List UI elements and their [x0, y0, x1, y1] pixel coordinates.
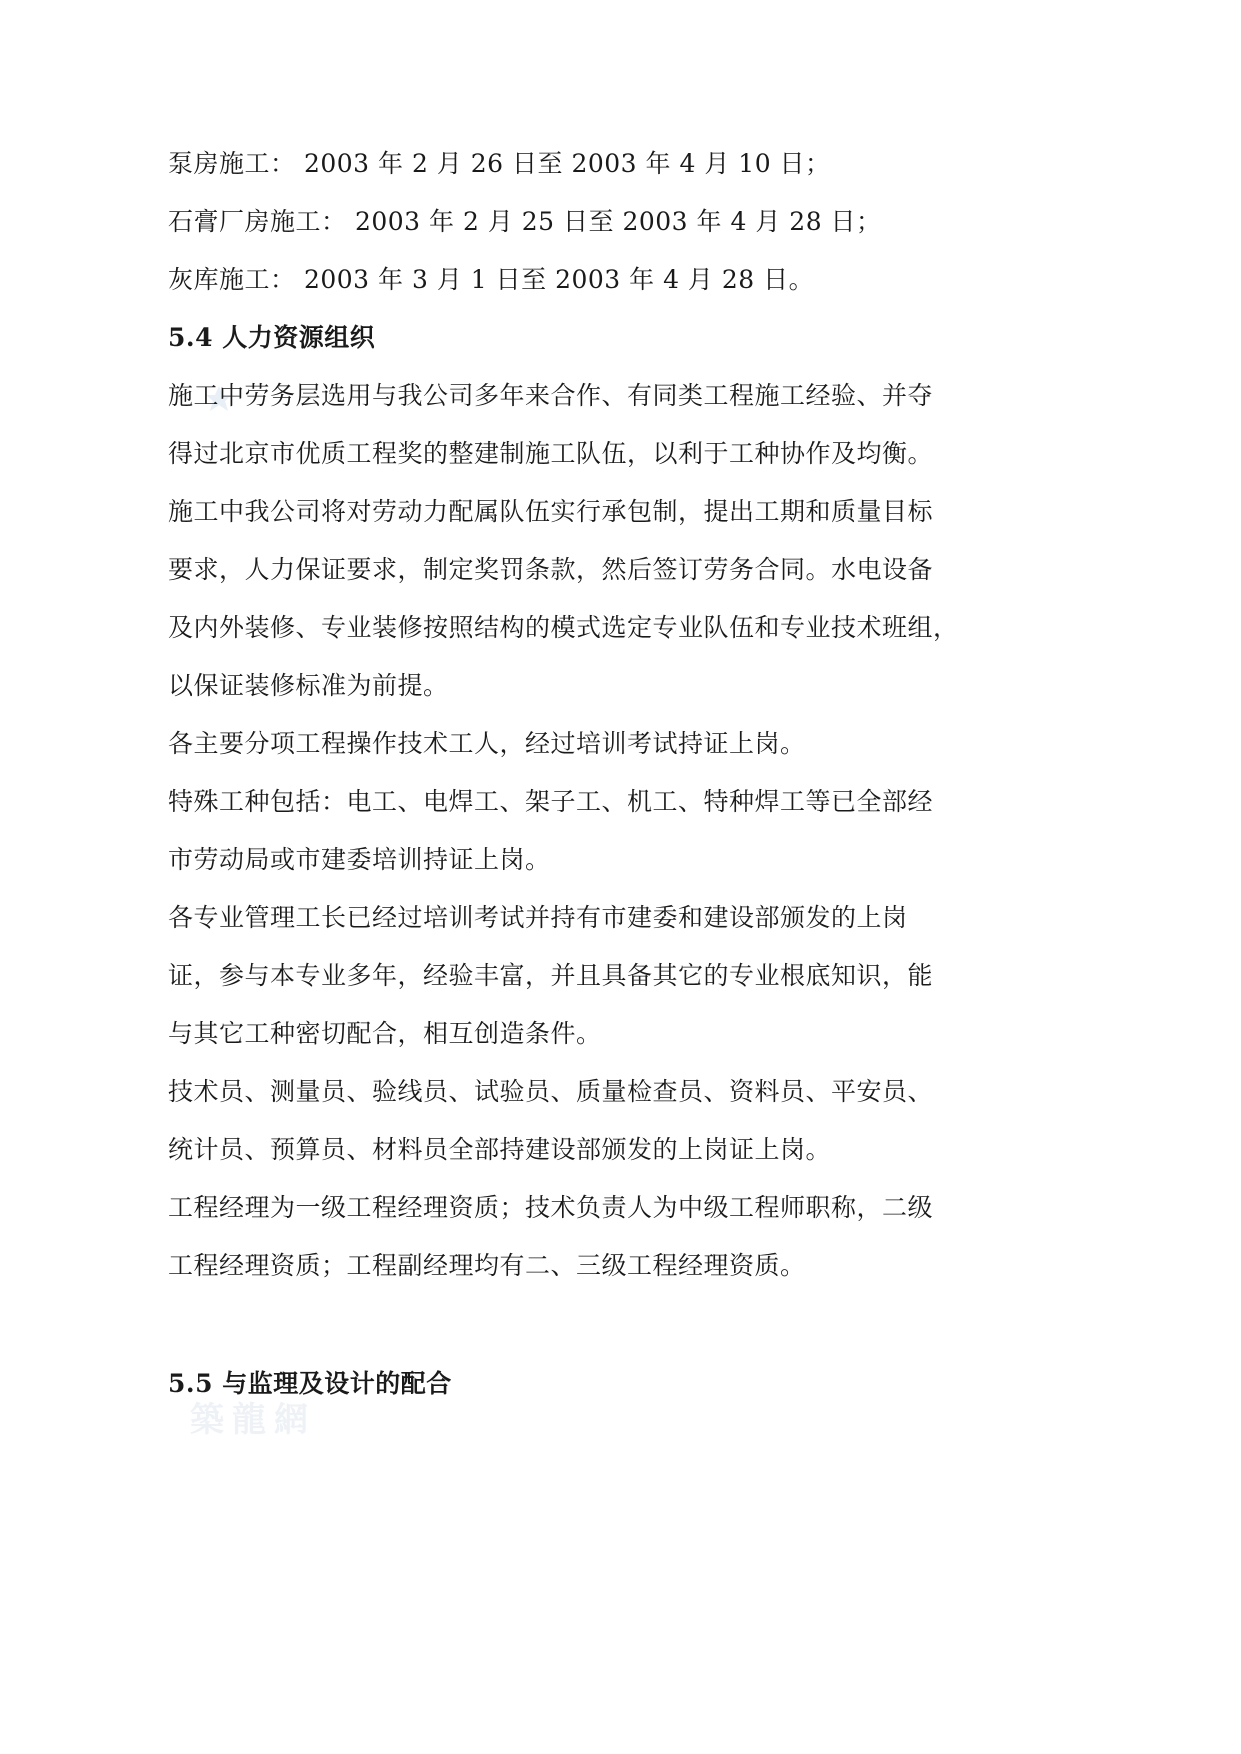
paragraph-line: 工程经理资质；工程副经理均有二、三级工程经理资质。 [168, 1251, 806, 1280]
schedule-line-ash-storage: 灰库施工： 2003 年 3 月 1 日至 2003 年 4 月 28 日。 [168, 265, 815, 294]
paragraph-line: 各专业管理工长已经过培训考试并持有市建委和建设部颁发的上岗 [168, 903, 908, 932]
paragraph-line: 技术员、测量员、验线员、试验员、质量检查员、资料员、平安员、 [168, 1077, 934, 1106]
paragraph-line: 市劳动局或市建委培训持证上岗。 [168, 845, 551, 874]
section-heading-5-5: 5.5 与监理及设计的配合 [168, 1369, 452, 1398]
paragraph-line: 及内外装修、专业装修按照结构的模式选定专业队伍和专业技术班组， [168, 613, 959, 642]
paragraph-line: 施工中劳务层选用与我公司多年来合作、有同类工程施工经验、并夺 [168, 381, 934, 410]
paragraph-line: 得过北京市优质工程奖的整建制施工队伍，以利于工种协作及均衡。 [168, 439, 934, 468]
paragraph-line: 证，参与本专业多年，经验丰富，并且具备其它的专业根底知识，能 [168, 961, 934, 990]
watermark-text: 築龍網 [190, 1400, 316, 1440]
paragraph-line: 各主要分项工程操作技术工人，经过培训考试持证上岗。 [168, 729, 806, 758]
paragraph-line: 工程经理为一级工程经理资质；技术负责人为中级工程师职称，二级 [168, 1193, 934, 1222]
schedule-line-gypsum-plant: 石膏厂房施工： 2003 年 2 月 25 日至 2003 年 4 月 28 日； [168, 207, 882, 236]
paragraph-line: 施工中我公司将对劳动力配属队伍实行承包制，提出工期和质量目标 [168, 497, 934, 526]
section-heading-5-4: 5.4 人力资源组织 [168, 323, 376, 352]
paragraph-line: 特殊工种包括：电工、电焊工、架子工、机工、特种焊工等已全部经 [168, 787, 934, 816]
paragraph-line: 与其它工种密切配合，相互创造条件。 [168, 1019, 602, 1048]
paragraph-line: 要求，人力保证要求，制定奖罚条款，然后签订劳务合同。水电设备 [168, 555, 934, 584]
paragraph-line: 以保证装修标准为前提。 [168, 671, 449, 700]
schedule-line-pump-house: 泵房施工： 2003 年 2 月 26 日至 2003 年 4 月 10 日； [168, 149, 831, 178]
paragraph-line: 统计员、预算员、材料员全部持建设部颁发的上岗证上岗。 [168, 1135, 832, 1164]
